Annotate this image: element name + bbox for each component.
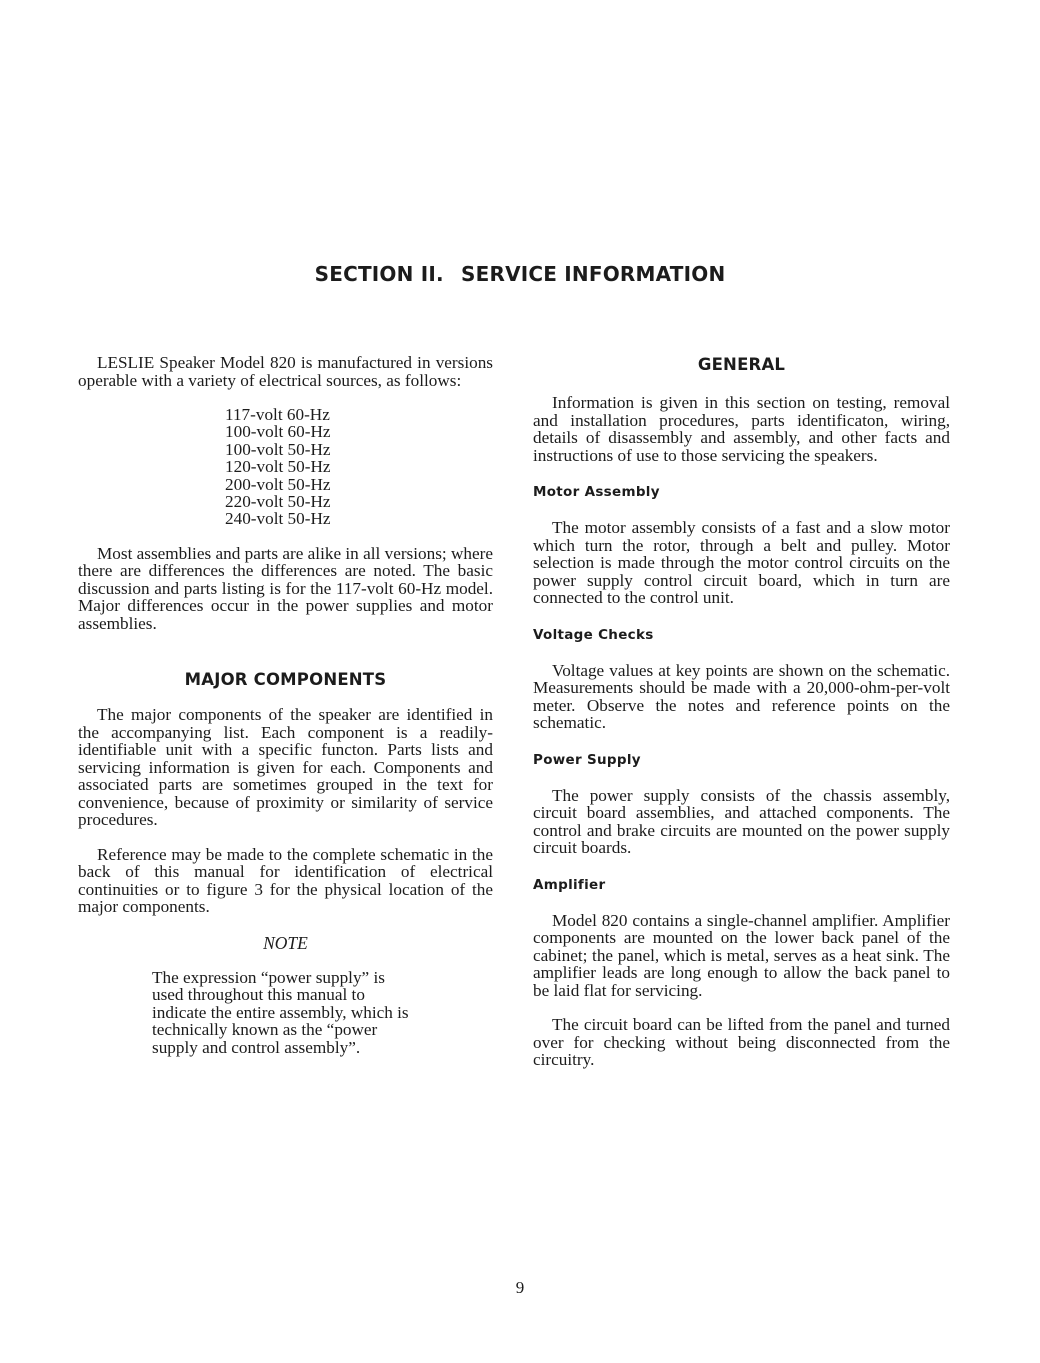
voltage-item: 100-volt 50-Hz: [225, 439, 331, 459]
general-paragraph: Information is given in this section on testing, removal and installation procedures, parts identificaton, wiring, details of disassembly and assembly, and other facts and instructions of use to those servicing the speakers.: [533, 393, 950, 465]
voltage-item: 200-volt 50-Hz: [225, 474, 331, 494]
note-title: NOTE: [263, 932, 308, 953]
motor-assembly-paragraph: The motor assembly consists of a fast and a slow motor which turn the rotor, through a belt and pulley. Motor selection is made through the motor control circuits on the power supply control circuit board, which in turn are connected to the control unit.: [533, 518, 950, 607]
voltage-item: 240-volt 50-Hz: [225, 509, 331, 529]
voltage-checks-paragraph: Voltage values at key points are shown on the schematic. Measurements should be made with a 20,000-ohm-per-volt meter. Observe the notes and reference points on the schematic.: [533, 660, 950, 732]
voltage-item: 117-volt 60-Hz: [225, 405, 330, 424]
amplifier-heading: Amplifier: [533, 876, 606, 893]
voltage-list: [225, 406, 493, 528]
right-column: [533, 355, 950, 1069]
section-title: [0, 262, 1040, 286]
amplifier-paragraph: Model 820 contains a single-channel amplifier. Amplifier components are mounted on the lower back panel of the cabinet; the panel, which is metal, serves as a heat sink. The amplifier leads are long enough to allow the back panel to be laid flat for servicing.: [533, 910, 950, 1000]
assemblies-paragraph: Most assemblies and parts are alike in all versions; where there are differences the differences are noted. The basic discussion and parts listing is for the 117-volt 60-Hz model. Major differences occur in the power supplies and motor assemblies.: [78, 543, 493, 633]
page-number: 9: [515, 1278, 525, 1297]
voltage-item: 220-volt 50-Hz: [225, 492, 331, 512]
power-supply-heading: Power Supply: [533, 751, 641, 768]
note-body: The expression “power supply” is used throughout this manual to indicate the entire assembly, which is technically known as the “power supply and control assembly”.: [152, 967, 409, 1057]
voltage-item: 120-volt 50-Hz: [225, 457, 331, 477]
general-heading: GENERAL: [697, 355, 786, 374]
motor-assembly-heading: Motor Assembly: [533, 484, 660, 500]
major-components-paragraph: The major components of the speaker are identified in the accompanying list. Each component is a readily-identifiable unit with a specific functon. Parts lists and servicing information is given for each. Components and associated parts are sometimes grouped in the text for convenience, because of proximity or similarity of service procedures.: [78, 705, 493, 830]
power-supply-paragraph: The power supply consists of the chassis assembly, circuit board assemblies, and attached components. The control and brake circuits are mounted on the power supply circuit boards.: [533, 785, 950, 857]
voltage-checks-heading: Voltage Checks: [533, 626, 654, 643]
circuit-board-paragraph: The circuit board can be lifted from the panel and turned over for checking without being disconnected from the circuitry.: [533, 1015, 950, 1069]
reference-paragraph: Reference may be made to the complete schematic in the back of this manual for identification of electrical continuities or to figure 3 for the physical location of the major components.: [78, 844, 493, 917]
section-number: SECTION II.: [314, 262, 444, 286]
section-name: SERVICE INFORMATION: [461, 262, 726, 286]
major-components-heading: MAJOR COMPONENTS: [184, 670, 387, 690]
left-column: [78, 354, 493, 1056]
voltage-item: 100-volt 60-Hz: [225, 422, 331, 442]
intro-paragraph: LESLIE Speaker Model 820 is manufactured in versions operable with a variety of electrical sources, as follows:: [78, 353, 493, 390]
